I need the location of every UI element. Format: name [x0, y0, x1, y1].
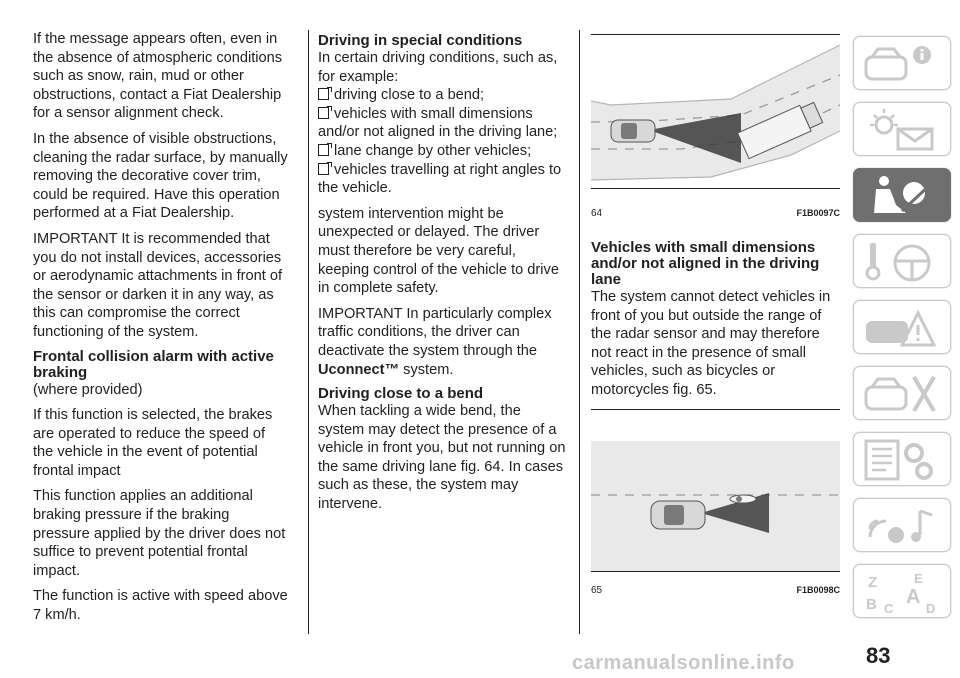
- car-icon: [611, 120, 655, 142]
- list-item: vehicles with small dimensions and/or not aligned in the driving lane;: [318, 105, 558, 141]
- figure-64-bend-illustration: [591, 35, 840, 188]
- svg-text:D: D: [926, 601, 936, 615]
- page-number: 83: [866, 643, 891, 668]
- paragraph: IMPORTANT In particularly complex traffic conditions, the driver can deactivate the system through the Uconnect™ system.: [318, 305, 552, 378]
- section-heading: Driving in special conditions: [318, 32, 523, 49]
- section-subheading: (where provided): [33, 381, 143, 398]
- paragraph: The function is active with speed above 7 km/h.: [33, 588, 288, 624]
- figure-bottom-rule: [591, 571, 840, 572]
- checkbox-bullet-icon: [318, 88, 329, 100]
- text-column-3: [591, 240, 840, 407]
- svg-text:E: E: [914, 571, 923, 586]
- list-item: lane change by other vehicles;: [318, 142, 570, 161]
- paragraph: This function applies an additional braking pressure if the braking pressure applied by the driver does not suffice to prevent potential frontal impact.: [33, 488, 286, 579]
- starting-driving-icon: [862, 239, 942, 285]
- figure-64-caption: 64 F1B0097C: [591, 208, 840, 219]
- list-item: vehicles travelling at right angles to the vehicle.: [318, 161, 562, 197]
- paragraph: In certain driving conditions, such as, for example:: [318, 50, 558, 85]
- paragraph: If the message appears often, even in the absence of atmospheric conditions such as snow, rain, mud or other obstructions, contact a Fiat Dealership for a sensor alignment check.: [33, 31, 283, 122]
- tab-warning-lights[interactable]: [853, 102, 951, 156]
- svg-text:A: A: [906, 586, 921, 608]
- tab-multimedia[interactable]: [853, 498, 951, 552]
- checkbox-bullet-icon: [318, 107, 329, 119]
- car-info-icon: [862, 41, 942, 87]
- bullet-list: [318, 86, 570, 198]
- index-icon: [862, 569, 942, 615]
- warning-lights-icon: [862, 107, 942, 153]
- svg-text:Z: Z: [868, 574, 878, 591]
- svg-text:C: C: [884, 601, 894, 615]
- tab-index[interactable]: [853, 564, 951, 618]
- paragraph: IMPORTANT It is recommended that you do not install devices, accessories or aerodynamic attachments in front of the sensor or darken it in any way, as this can compromise the correct functioning of the system.: [33, 230, 283, 340]
- paragraph: system intervention might be unexpected or delayed. The driver must therefore be very careful, keeping control of the vehicle to drive in complete safety.: [318, 205, 559, 297]
- watermark: carmanualsonline.info: [572, 652, 795, 674]
- tab-emergency[interactable]: [853, 300, 951, 354]
- svg-text:B: B: [866, 596, 877, 613]
- tab-car-info[interactable]: [853, 36, 951, 90]
- maintenance-icon: [862, 371, 942, 417]
- section-heading: Driving close to a bend: [318, 385, 484, 403]
- multimedia-icon: [862, 503, 942, 549]
- checkbox-bullet-icon: [318, 144, 329, 156]
- safety-airbag-icon: [862, 173, 942, 219]
- checkbox-bullet-icon: [318, 163, 329, 175]
- car-icon: [651, 501, 705, 529]
- section-heading: Frontal collision alarm with active braking: [33, 347, 274, 381]
- tab-starting-driving[interactable]: [853, 234, 951, 288]
- figure-65-motorcycle-illustration: [591, 441, 840, 571]
- figure-bottom-rule: [591, 188, 840, 189]
- tab-technical-data[interactable]: [853, 432, 951, 486]
- figure-top-rule: [591, 409, 840, 410]
- list-item: driving close to a bend;: [318, 86, 570, 105]
- figure-65-caption: 65 F1B0098C: [591, 585, 840, 596]
- technical-data-icon: [862, 437, 942, 483]
- tab-safety[interactable]: [853, 168, 951, 222]
- section-heading: Vehicles with small dimensions and/or not aligned in the driving lane: [591, 239, 820, 288]
- paragraph: When tackling a wide bend, the system may detect the presence of a vehicle in front you, but not running on the same driving lane fig. 64. In cases such as these, the system may intervene.: [318, 403, 566, 513]
- paragraph: In the absence of visible obstructions, cleaning the radar surface, by manually removing the decorative cover trim, could be required. Have this operation performed at a Fiat Dealership.: [33, 130, 288, 222]
- paragraph: If this function is selected, the brakes are operated to reduce the speed of the vehicle in the event of potential frontal impact: [33, 407, 273, 479]
- column-divider: [308, 30, 309, 634]
- text-column-2: [318, 33, 570, 521]
- paragraph: The system cannot detect vehicles in front of you but outside the range of the radar sensor and may therefore not react in the presence of small vehicles, such as bicycles or motorcycles fig. 65.: [591, 289, 831, 398]
- emergency-icon: [862, 305, 942, 351]
- column-divider: [579, 30, 580, 634]
- tab-maintenance[interactable]: [853, 366, 951, 420]
- motorcycle-icon: [730, 495, 756, 503]
- text-column-1: [33, 30, 288, 632]
